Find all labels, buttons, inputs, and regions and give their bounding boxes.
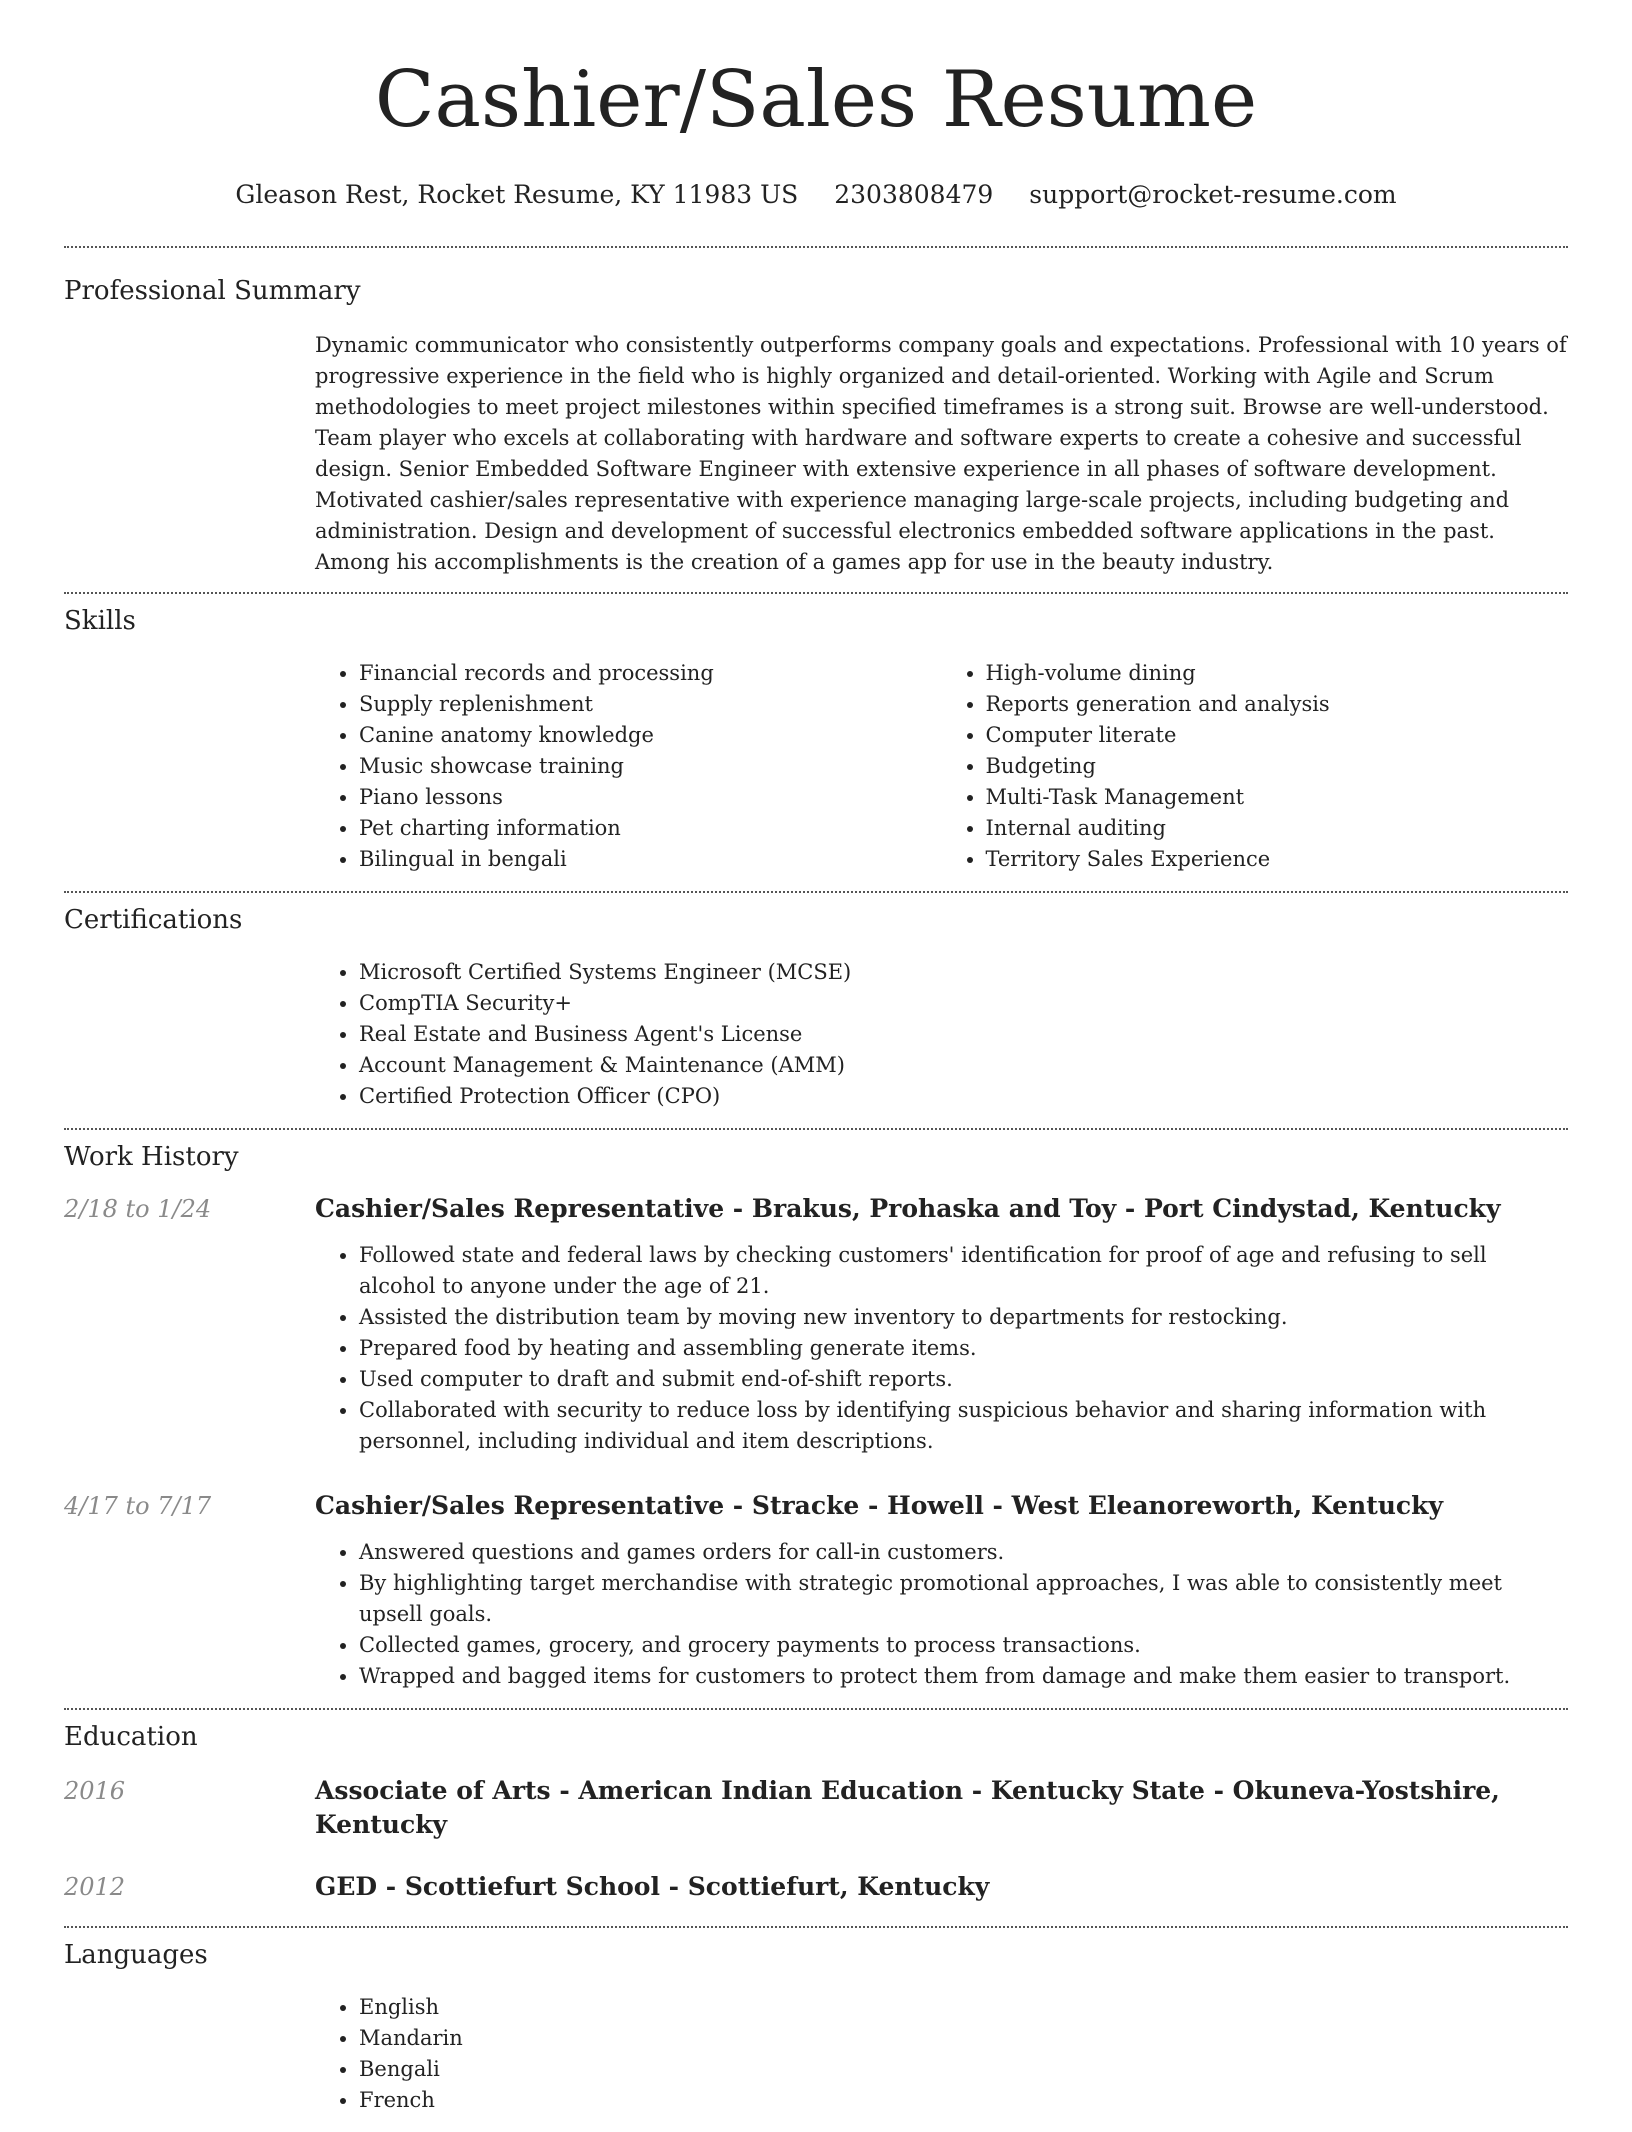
list-item: • French: [359, 2085, 1568, 2116]
section-title-skills: Skills: [64, 606, 136, 636]
work-dates: 4/17 to 7/17: [64, 1492, 212, 1520]
work-heading: Cashier/Sales Representative - Brakus, Prohaska and Toy - Port Cindystad, Kentucky: [315, 1194, 1501, 1223]
section-languages: [64, 1926, 1568, 2132]
list-item: • CompTIA Security+: [359, 988, 1568, 1019]
summary-text: Dynamic communicator who consistently outperforms company goals and expectations. Professional with 10 years of progressive experience in the field who is highly organized and detail-oriented. Working with Agile and Scrum methodologies to meet project milestones within specified timeframes is a strong suit. Browse are well-understood. Team player who excels at collaborating with hardware and software experts to create a cohesive and successful design. Senior Embedded Software Engineer with extensive experience in all phases of software development. Motivated cashier/sales representative with experience managing large-scale projects, including budgeting and administration. Design and development of successful electronics embedded software applications in the past. Among his accomplishments is the creation of a games app for use in the beauty industry.: [315, 333, 1567, 574]
list-item: • Reports generation and analysis: [986, 689, 1569, 720]
education-heading: GED - Scottiefurt School - Scottiefurt, Kentucky: [315, 1872, 990, 1901]
section-title-work: Work History: [64, 1142, 239, 1172]
section-education: [64, 1708, 1568, 1926]
skills-body: [315, 638, 1568, 891]
list-item: • Internal auditing: [986, 813, 1569, 844]
list-item: • Mandarin: [359, 2023, 1568, 2054]
list-item: • Territory Sales Experience: [986, 844, 1569, 875]
list-item: • By highlighting target merchandise with strategic promotional approaches, I was able to consistently meet upsell goals.: [359, 1568, 1568, 1630]
education-entry: [64, 1754, 1568, 1842]
list-item: • Financial records and processing: [359, 658, 942, 689]
section-title-certifications: Certifications: [64, 905, 243, 935]
contact-phone: 2303808479: [834, 180, 994, 209]
list-item: • Supply replenishment: [359, 689, 942, 720]
work-dates: 2/18 to 1/24: [64, 1195, 212, 1223]
section-certifications: [64, 891, 1568, 1128]
work-heading: Cashier/Sales Representative - Stracke - Howell - West Eleanoreworth, Kentucky: [315, 1491, 1444, 1520]
list-item: • Used computer to draft and submit end-of-shift reports.: [359, 1364, 1568, 1395]
work-entry-main: [315, 1192, 1568, 1469]
skills-list-right: [942, 658, 1569, 875]
list-item: • Certified Protection Officer (CPO): [359, 1081, 1568, 1112]
contact-info: [64, 178, 1568, 212]
list-item: • High-volume dining: [986, 658, 1569, 689]
section-title-summary: Professional Summary: [64, 276, 361, 306]
work-entry: [64, 1469, 1568, 1708]
languages-body: [315, 1972, 1568, 2132]
list-item: • Piano lessons: [359, 782, 942, 813]
list-item: • Budgeting: [986, 751, 1569, 782]
section-professional-summary: [64, 246, 1568, 592]
list-item: • Music showcase training: [359, 751, 942, 782]
education-year: 2012: [64, 1873, 126, 1901]
summary-body: [315, 308, 1568, 592]
skills-list-left: [315, 658, 942, 875]
list-item: • Account Management & Maintenance (AMM): [359, 1050, 1568, 1081]
education-entry-main: [315, 1774, 1568, 1842]
work-entry-main: [315, 1489, 1568, 1708]
list-item: • Followed state and federal laws by checking customers' identification for proof of age and refusing to sell alcohol to anyone under the age of 21.: [359, 1240, 1568, 1302]
section-title-languages: Languages: [64, 1940, 208, 1970]
education-entry: [64, 1842, 1568, 1926]
list-item: • Wrapped and bagged items for customers to protect them from damage and make them easier to transport.: [359, 1661, 1568, 1692]
contact-email: support@rocket-resume.com: [1029, 180, 1397, 209]
education-year: 2016: [64, 1777, 126, 1805]
list-item: • Collaborated with security to reduce loss by identifying suspicious behavior and sharing information with personnel, including individual and item descriptions.: [359, 1395, 1568, 1457]
contact-address: Gleason Rest, Rocket Resume, KY 11983 US: [235, 180, 799, 209]
list-item: • Collected games, grocery, and grocery payments to process transactions.: [359, 1630, 1568, 1661]
list-item: • Prepared food by heating and assembling generate items.: [359, 1333, 1568, 1364]
education-entry-main: [315, 1870, 1568, 1904]
education-heading: Associate of Arts - American Indian Education - Kentucky State - Okuneva-Yostshire, Kentucky: [315, 1776, 1500, 1839]
list-item: • Real Estate and Business Agent's License: [359, 1019, 1568, 1050]
resume-title: Cashier/Sales Resume: [374, 55, 1258, 145]
section-title-education: Education: [64, 1722, 198, 1752]
list-item: • Answered questions and games orders for call-in customers.: [359, 1537, 1568, 1568]
section-skills: [64, 592, 1568, 891]
list-item: • Multi-Task Management: [986, 782, 1569, 813]
certifications-list: [315, 957, 1568, 1112]
list-item: • Canine anatomy knowledge: [359, 720, 942, 751]
resume-header: [64, 0, 1568, 212]
work-entry: [64, 1174, 1568, 1469]
list-item: • Bilingual in bengali: [359, 844, 942, 875]
list-item: • Pet charting information: [359, 813, 942, 844]
work-bullets: [315, 1240, 1568, 1457]
list-item: • Microsoft Certified Systems Engineer (MCSE): [359, 957, 1568, 988]
certifications-body: [315, 937, 1568, 1128]
section-work-history: [64, 1128, 1568, 1708]
list-item: • Computer literate: [986, 720, 1569, 751]
list-item: • Bengali: [359, 2054, 1568, 2085]
work-bullets: [315, 1537, 1568, 1692]
list-item: • English: [359, 1992, 1568, 2023]
languages-list: [315, 1992, 1568, 2116]
list-item: • Assisted the distribution team by moving new inventory to departments for restocking.: [359, 1302, 1568, 1333]
